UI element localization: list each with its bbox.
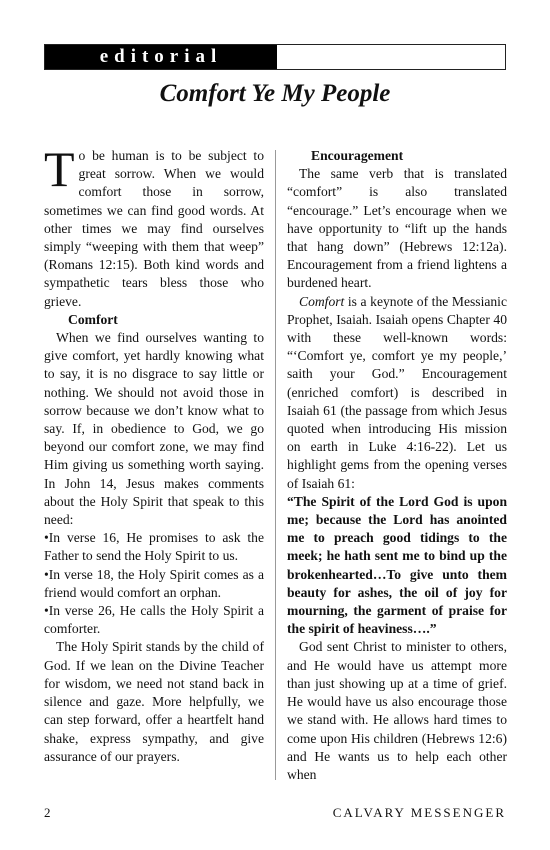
emphasis: Comfort [299,293,345,309]
drop-cap: T [44,141,75,197]
column-divider [275,150,276,780]
section-banner [44,44,506,70]
magazine-name: CALVARY MESSENGER [332,805,506,820]
intro-paragraph: To be human is to be subject to great sorrow. When we would comfort those in sorrow, sometimes we can find good words. At other times we may find ourselves simply “weeping with them that weep” (Romans 12:15). Both kind words and sympathetic tears bless those who grieve. [44,141,264,309]
paragraph: God sent Christ to minister to others, and He would have us attempt more than just showing up at a time of grief. He would have us also encourage those we stand with. He allows hard times to come upon His children (Hebrews 12:6) and He wants us to help each other when [287,639,507,782]
paragraph: Comfort is a keynote of the Messianic Prophet, Isaiah. Isaiah opens Chapter 40 with these well-known words: “‘Comfort ye, comfort ye my people,’ saith your God.” Encouragement (enriched comfort) is described in Isaiah 61 (the passage from which Jesus quoted when introducing His mission on earth in Luke 4:16-22). Let us highlight gems from the opening verses of Isaiah 61: [287,293,507,491]
bullet-item: •In verse 16, He promises to ask the Father to send the Holy Spirit to us. [44,530,264,564]
scripture-quote: “The Spirit of the Lord God is upon me; because the Lord has anointed me to preach good tidings to the meek; he hath sent me to bind up the brokenhearted…To give unto them beauty for ashes, the oil of joy for mourning, the garment of praise for the spirit of heaviness….” [287,493,507,637]
paragraph: When we find ourselves wanting to give comfort, yet hardly knowing what to say, it is no disgrace to say little or nothing. We should not avoid those in sorrow because we don’t know what to say. If, in obedience to God, we go beyond our comfort zone, we may find Him giving us something worth saying. In John 14, Jesus makes comments about the Holy Spirit that speak to this need: [44,330,264,528]
paragraph: The Holy Spirit stands by the child of God. If we lean on the Divine Teacher for wisdom, we need not stand back in silence and gaze. More helpfully, we can step forward, offer a heartfelt hand shake, express sympathy, and give assurance of our prayers. [44,639,264,764]
heading-encouragement: Encouragement [311,148,404,163]
right-column [287,147,507,784]
heading-comfort: Comfort [68,311,118,327]
article-title: Comfort Ye My People [159,80,391,107]
bullet-item: •In verse 18, the Holy Spirit comes as a friend would comfort an orphan. [44,566,264,600]
left-column [44,141,264,766]
section-label: editorial [45,45,277,69]
paragraph: The same verb that is translated “comfort” is also translated “encourage.” Let’s encourage when we have opportunity to “lift up the hands that hang down” (Hebrews 12:12a). Encouragement from a friend lightens a burdened heart. [287,166,507,291]
page-number: 2 [44,805,51,820]
bullet-item: •In verse 26, He calls the Holy Spirit a comforter. [44,603,264,637]
